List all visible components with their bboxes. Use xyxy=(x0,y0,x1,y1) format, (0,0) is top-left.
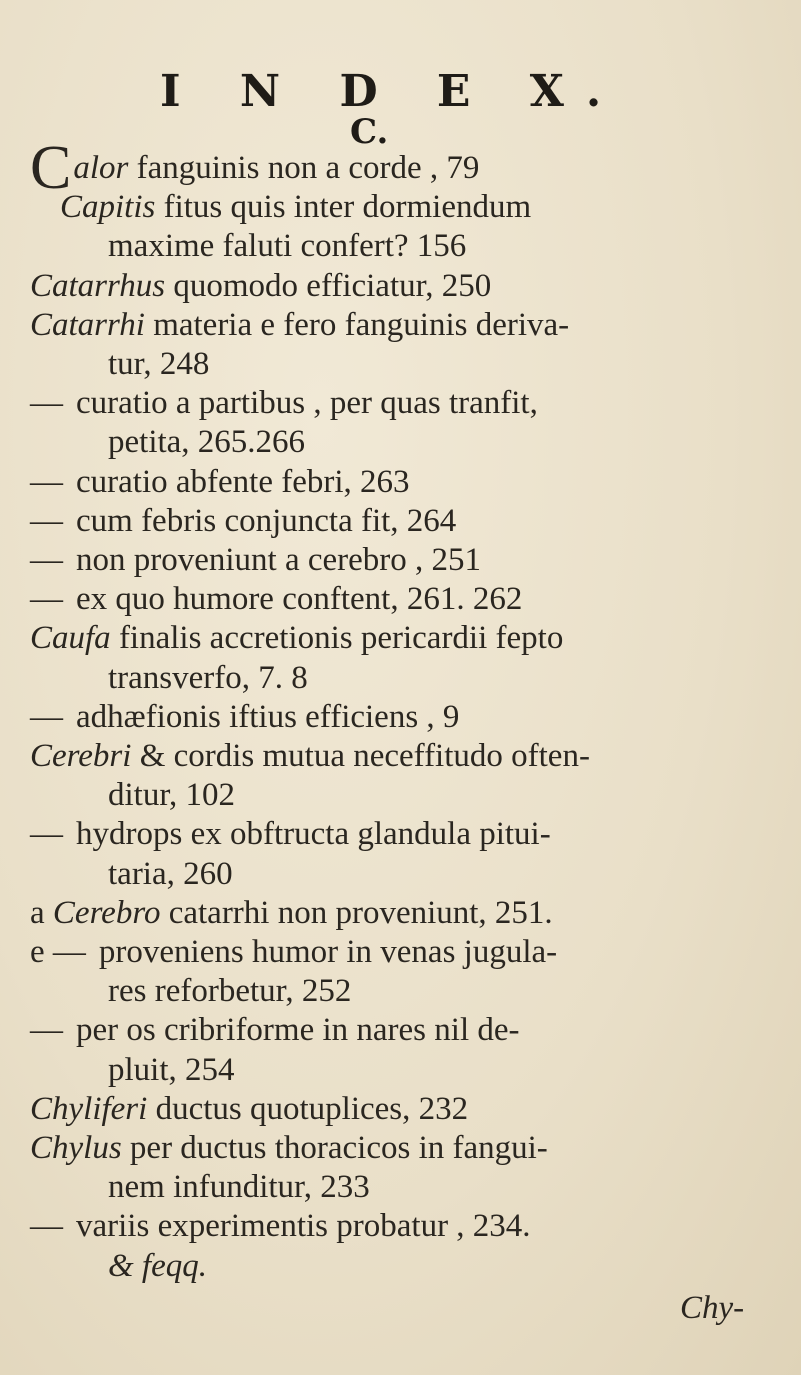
entry-text: ex quo humore conftent, 261. 262 xyxy=(76,581,523,618)
entry-text: fanguinis non a corde , 79 xyxy=(128,150,480,186)
entry-text: cum febris conjuncta fit, 264 xyxy=(76,502,457,539)
entry-text: non proveniunt a cerebro , 251 xyxy=(76,542,482,578)
entry-text: res reforbetur, 252 xyxy=(108,973,352,1010)
index-line xyxy=(30,932,557,972)
entry-text: materia e fero fanguinis deriva- xyxy=(144,306,570,343)
entry-text: fitus quis inter dormiendum xyxy=(155,189,532,226)
index-line xyxy=(30,893,553,933)
ditto-dash: — xyxy=(30,463,63,500)
entry-text: per ductus thoracicos in fangui- xyxy=(121,1130,548,1166)
entry-term: Cerebro xyxy=(52,894,161,931)
index-line xyxy=(30,501,456,541)
index-line xyxy=(108,344,209,384)
ditto-dash: — xyxy=(30,1208,63,1245)
entry-text: curatio abfente febri, 263 xyxy=(76,463,410,500)
index-line xyxy=(30,1089,468,1129)
entry-text: maxime faluti confert? 156 xyxy=(108,228,467,265)
entry-text: pluit, 254 xyxy=(108,1051,235,1088)
index-line xyxy=(30,540,481,580)
entry-text: ditur, 102 xyxy=(108,777,236,814)
entry-text: hydrops ex obftructa glandula pitui- xyxy=(76,816,551,853)
ditto-dash: — xyxy=(30,1012,63,1049)
entry-prefix: e xyxy=(30,934,53,970)
index-line xyxy=(30,697,459,737)
ditto-dash: — xyxy=(30,581,63,618)
entry-term: Cerebri xyxy=(30,738,132,774)
index-heading: I N D E X. xyxy=(160,66,624,117)
index-line xyxy=(30,305,569,345)
index-line xyxy=(30,736,590,776)
ditto-dash: — xyxy=(30,816,63,853)
index-line xyxy=(30,134,480,202)
index-line xyxy=(60,187,531,227)
entry-text: & feqq. xyxy=(108,1247,207,1284)
entry-text: tur, 248 xyxy=(108,346,210,382)
index-line xyxy=(108,658,308,698)
drop-cap: C xyxy=(30,134,72,202)
entry-text: taria, 260 xyxy=(108,855,233,892)
ditto-dash: — xyxy=(30,502,63,539)
entry-text: curatio a partibus , per quas tranfit, xyxy=(76,385,538,422)
entry-term: Chylus xyxy=(30,1130,122,1166)
entry-term: Capitis xyxy=(60,189,156,226)
entry-text: proveniens humor in venas jugula- xyxy=(98,934,558,970)
index-line xyxy=(30,1128,548,1168)
entry-term: alor xyxy=(73,150,129,186)
entry-text: finalis accretionis pericardii fepto xyxy=(110,620,564,657)
entry-text: quomodo efficiatur, 250 xyxy=(165,267,492,304)
index-line xyxy=(30,383,538,423)
entry-prefix: a xyxy=(30,894,53,931)
index-line xyxy=(108,854,233,894)
entry-text: & cordis mutua neceffitudo often- xyxy=(131,738,590,774)
index-line xyxy=(30,462,410,502)
index-line xyxy=(108,775,235,815)
entry-term: Catarrhi xyxy=(30,306,145,343)
entry-text: transverfo, 7. 8 xyxy=(108,659,308,696)
entry-text: nem infunditur, 233 xyxy=(108,1169,370,1206)
index-line xyxy=(30,1206,531,1246)
entry-text: adhæfionis iftius efficiens , 9 xyxy=(76,698,460,735)
index-line xyxy=(30,1010,520,1050)
catchword: Chy- xyxy=(680,1290,745,1326)
index-line xyxy=(30,814,551,854)
index-line xyxy=(108,1050,235,1090)
entry-text: variis experimentis probatur , 234. xyxy=(76,1208,531,1245)
ditto-dash: — xyxy=(30,698,63,735)
index-line xyxy=(108,1246,207,1286)
entry-term: Chyliferi xyxy=(30,1090,148,1127)
entry-text: catarrhi non proveniunt, 251. xyxy=(160,894,553,931)
index-line xyxy=(30,618,563,658)
entry-text: petita, 265.266 xyxy=(108,424,306,461)
entry-term: Catarrhus xyxy=(30,267,166,304)
entry-text: per os cribriforme in nares nil de- xyxy=(76,1012,520,1049)
index-line xyxy=(108,971,351,1011)
entry-term: Caufa xyxy=(30,620,111,657)
ditto-dash: — xyxy=(30,385,63,422)
entry-text: ductus quotuplices, 232 xyxy=(147,1090,469,1127)
index-line xyxy=(30,266,491,306)
ditto-dash: — xyxy=(52,934,86,970)
index-line xyxy=(30,579,522,619)
section-letter: C. xyxy=(350,112,389,152)
index-line xyxy=(108,226,466,266)
ditto-dash: — xyxy=(30,542,63,578)
index-line xyxy=(108,422,305,462)
index-line xyxy=(108,1167,370,1207)
